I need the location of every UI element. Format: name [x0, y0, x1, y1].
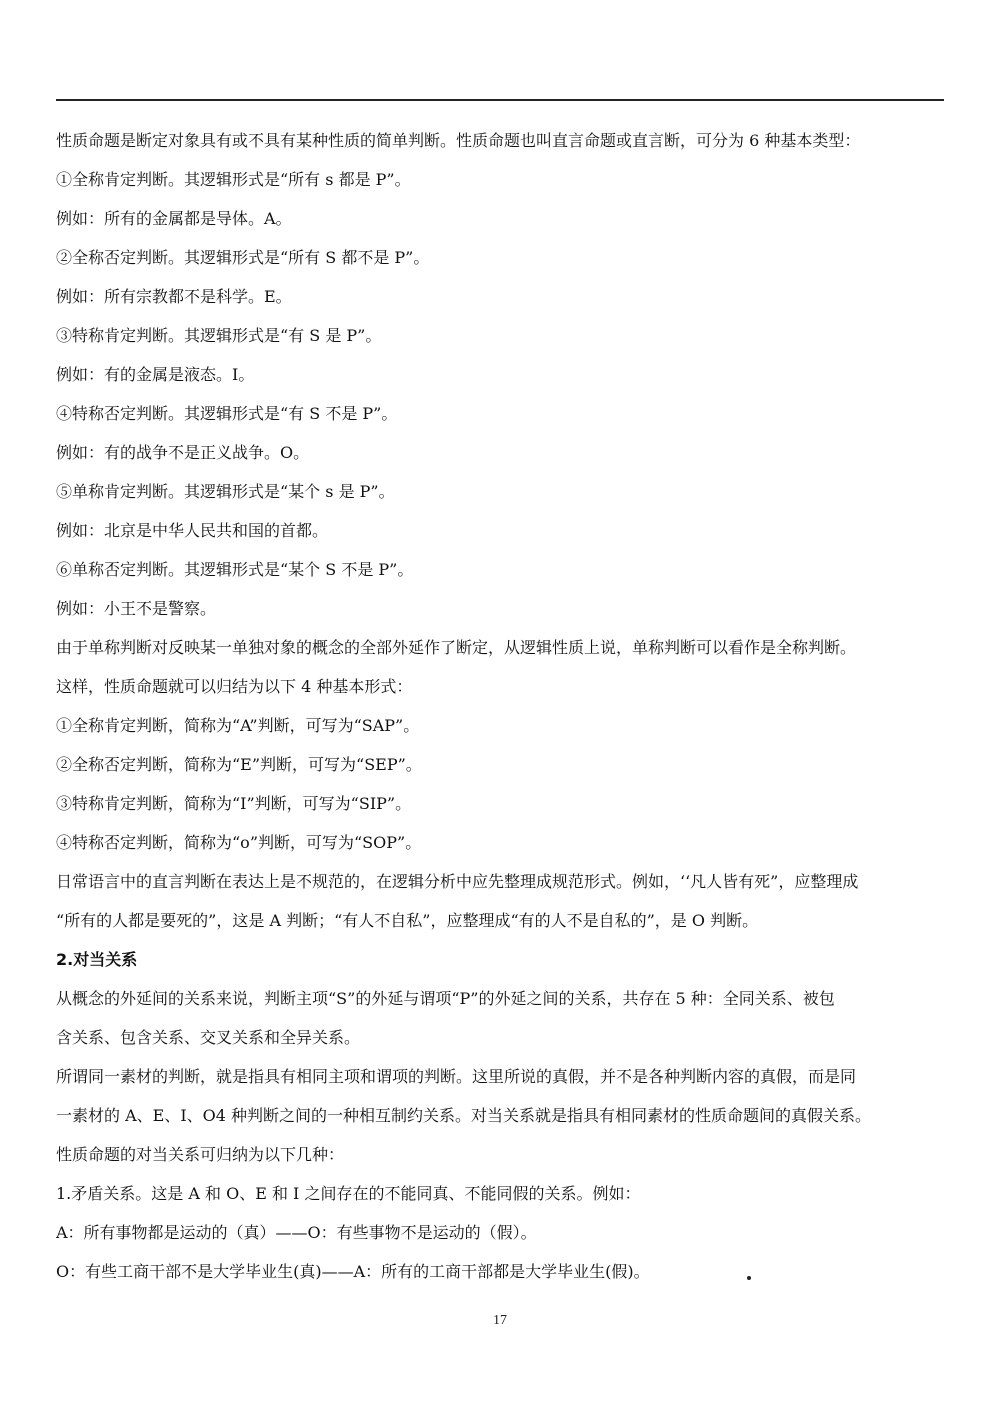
paragraph-line: 1.矛盾关系。这是 A 和 O、E 和 I 之间存在的不能同真、不能同假的关系。例如： [56, 1184, 641, 1203]
paragraph-line: 日常语言中的直言判断在表达上是不规范的，在逻辑分析中应先整理成规范形式。例如，‘‘凡人皆有死”，应整理成 [56, 872, 859, 891]
paragraph-line: ①全称肯定判断，简称为“A”判断，可写为“SAP”。 [56, 716, 420, 735]
paragraph-line: 这样，性质命题就可以归结为以下 4 种基本形式： [56, 677, 413, 696]
paragraph-line: ③特称肯定判断。其逻辑形式是“有 S 是 P”。 [56, 326, 382, 345]
paragraph-line: “所有的人都是要死的”，这是 A 判断；“有人不自私”，应整理成“有的人不是自私的”，是 O 判断。 [56, 911, 759, 930]
body-text [56, 121, 944, 1291]
paragraph-line: 例如：有的金属是液态。I。 [56, 365, 255, 384]
paragraph-line: 性质命题的对当关系可归纳为以下几种： [56, 1145, 345, 1164]
paragraph-line: 一素材的 A、E、I、O4 种判断之间的一种相互制约关系。对当关系就是指具有相同素材的性质命题间的真假关系。 [56, 1106, 872, 1125]
paragraph-line: 例如：北京是中华人民共和国的首都。 [56, 521, 329, 540]
paragraph-line: A：所有事物都是运动的（真）——O：有些事物不是运动的（假）。 [56, 1223, 537, 1242]
paragraph-line: 例如：有的战争不是正义战争。O。 [56, 443, 310, 462]
paragraph-line: 例如：小王不是警察。 [56, 599, 217, 618]
paragraph-line: 性质命题是断定对象具有或不具有某种性质的简单判断。性质命题也叫直言命题或直言断，可分为 6 种基本类型： [56, 131, 861, 150]
paragraph-line: 例如：所有宗教都不是科学。E。 [56, 287, 292, 306]
paragraph-line: ④特称否定判断。其逻辑形式是“有 S 不是 P”。 [56, 404, 398, 423]
bullet-dot [747, 1276, 751, 1280]
page-number: 17 [493, 1313, 507, 1328]
paragraph-line: 所谓同一素材的判断，就是指具有相同主项和谓项的判断。这里所说的真假，并不是各种判断内容的真假，而是同 [56, 1067, 857, 1086]
paragraph-line: O：有些工商干部不是大学毕业生(真)——A：所有的工商干部都是大学毕业生(假)。 [56, 1262, 650, 1281]
paragraph-line: ④特称否定判断，简称为“o”判断，可写为“SOP”。 [56, 833, 422, 852]
paragraph-line: ①全称肯定判断。其逻辑形式是“所有 s 都是 P”。 [56, 170, 411, 189]
paragraph-line: ③特称肯定判断，简称为“I”判断，可写为“SIP”。 [56, 794, 412, 813]
paragraph-line: 从概念的外延间的关系来说，判断主项“S”的外延与谓项“P”的外延之间的关系，共存在 5 种：全同关系、被包 [56, 989, 835, 1008]
paragraph-line: ⑥单称否定判断。其逻辑形式是“某个 S 不是 P”。 [56, 560, 414, 579]
paragraph-line: ⑤单称肯定判断。其逻辑形式是“某个 s 是 P”。 [56, 482, 395, 501]
paragraph-line: 由于单称判断对反映某一单独对象的概念的全部外延作了断定，从逻辑性质上说，单称判断可以看作是全称判断。 [56, 638, 857, 657]
paragraph-line: 含关系、包含关系、交叉关系和全异关系。 [56, 1028, 361, 1047]
paragraph-line: 例如：所有的金属都是导体。A。 [56, 209, 292, 228]
section-heading: 2.对当关系 [56, 950, 138, 969]
paragraph-line: ②全称否定判断，简称为“E”判断，可写为“SEP”。 [56, 755, 422, 774]
paragraph-line: ②全称否定判断。其逻辑形式是“所有 S 都不是 P”。 [56, 248, 430, 267]
header-rule [56, 99, 944, 101]
